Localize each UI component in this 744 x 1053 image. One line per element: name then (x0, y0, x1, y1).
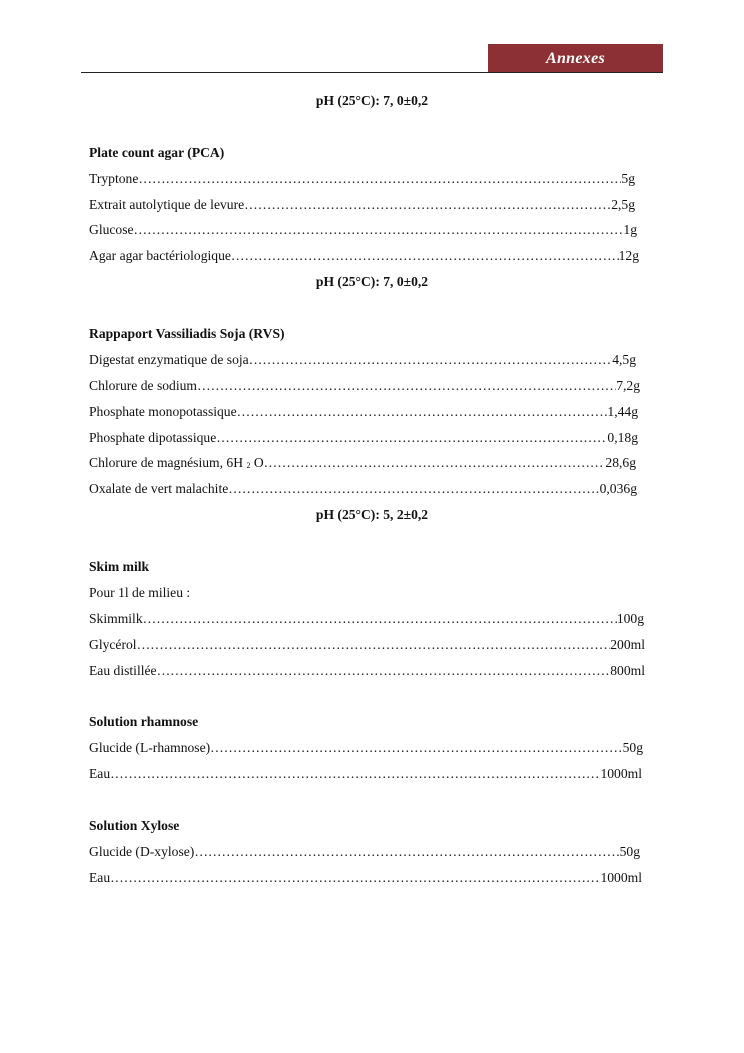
ingredient-name: Extrait autolytique de levure (89, 196, 245, 212)
ingredient-name: Eau distillée (89, 662, 157, 678)
ingredient-row (89, 761, 642, 787)
ph-note: pH (25°C): 5, 2±0,2 (315, 507, 429, 523)
ingredient-row (89, 192, 635, 218)
ingredient-row (89, 425, 638, 451)
section-title: Solution rhamnose (89, 714, 199, 730)
ingredient-row (89, 606, 644, 632)
ingredient-row (89, 347, 636, 373)
ingredient-name: Glycérol (89, 636, 137, 652)
ingredient-name: Oxalate de vert malachite (89, 481, 229, 497)
ingredient-quantity: 1g (623, 222, 637, 238)
page-content (89, 88, 649, 891)
ingredient-row (89, 865, 642, 891)
section-title: Rappaport Vassiliadis Soja (RVS) (89, 326, 285, 342)
ingredient-row (89, 839, 640, 865)
ingredient-quantity: 200ml (610, 636, 645, 652)
section-title: Solution Xylose (89, 817, 180, 833)
ingredient-row (89, 399, 638, 425)
ingredient-row (89, 632, 645, 658)
ingredient-quantity: 5g (621, 170, 635, 186)
ingredient-name: Chlorure de sodium (89, 377, 197, 393)
section-title: Skim milk (89, 559, 150, 575)
ingredient-name: Phosphate monopotassique (89, 403, 237, 419)
ingredient-quantity: 100g (616, 610, 644, 626)
ingredient-name: Agar agar bactériologique (89, 248, 231, 264)
ingredient-quantity: 28,6g (605, 455, 636, 471)
ingredient-row (89, 450, 636, 476)
ingredient-row (89, 243, 639, 269)
ingredient-quantity: 1000ml (600, 869, 642, 885)
ingredient-quantity: 4,5g (612, 351, 636, 367)
ingredient-row (89, 658, 645, 684)
ingredient-row (89, 735, 643, 761)
ingredient-name: Glucide (D-xylose) (89, 843, 195, 859)
ingredient-row (89, 217, 637, 243)
ingredient-quantity: 50g (622, 740, 643, 756)
ingredient-quantity: 50g (619, 843, 640, 859)
ph-note: pH (25°C): 7, 0±0,2 (315, 93, 429, 108)
ingredient-quantity: 800ml (610, 662, 645, 678)
ingredient-quantity: 1,44g (607, 403, 638, 419)
ingredient-quantity: 2,5g (611, 196, 635, 212)
section-title: Plate count agar (PCA) (89, 144, 225, 160)
ingredient-quantity: 12g (618, 248, 639, 264)
ingredient-name: Digestat enzymatique de soja (89, 351, 249, 367)
ingredient-name: Eau (89, 869, 111, 885)
ingredient-name: Skimmilk (89, 610, 143, 626)
ingredient-row (89, 373, 640, 399)
ingredient-quantity: 0,18g (607, 429, 638, 445)
header-rule (81, 72, 663, 73)
ingredient-name: Tryptone (89, 170, 139, 186)
ingredient-row (89, 166, 635, 192)
ingredient-quantity: 7,2g (616, 377, 640, 393)
ingredient-name: Chlorure de magnésium, 6H 2 O (89, 455, 264, 471)
ingredient-name: Glucide (L-rhamnose) (89, 740, 211, 756)
ingredient-row (89, 476, 637, 502)
ingredient-name: Glucose (89, 222, 134, 238)
ingredient-name: Phosphate dipotassique (89, 429, 217, 445)
ph-note: pH (25°C): 7, 0±0,2 (315, 274, 429, 290)
section-tab: Annexes (488, 44, 663, 73)
volume-note: Pour 1l de milieu : (89, 584, 191, 600)
ingredient-name: Eau (89, 766, 111, 782)
ingredient-quantity: 1000ml (600, 766, 642, 782)
ingredient-quantity: 0,036g (599, 481, 637, 497)
